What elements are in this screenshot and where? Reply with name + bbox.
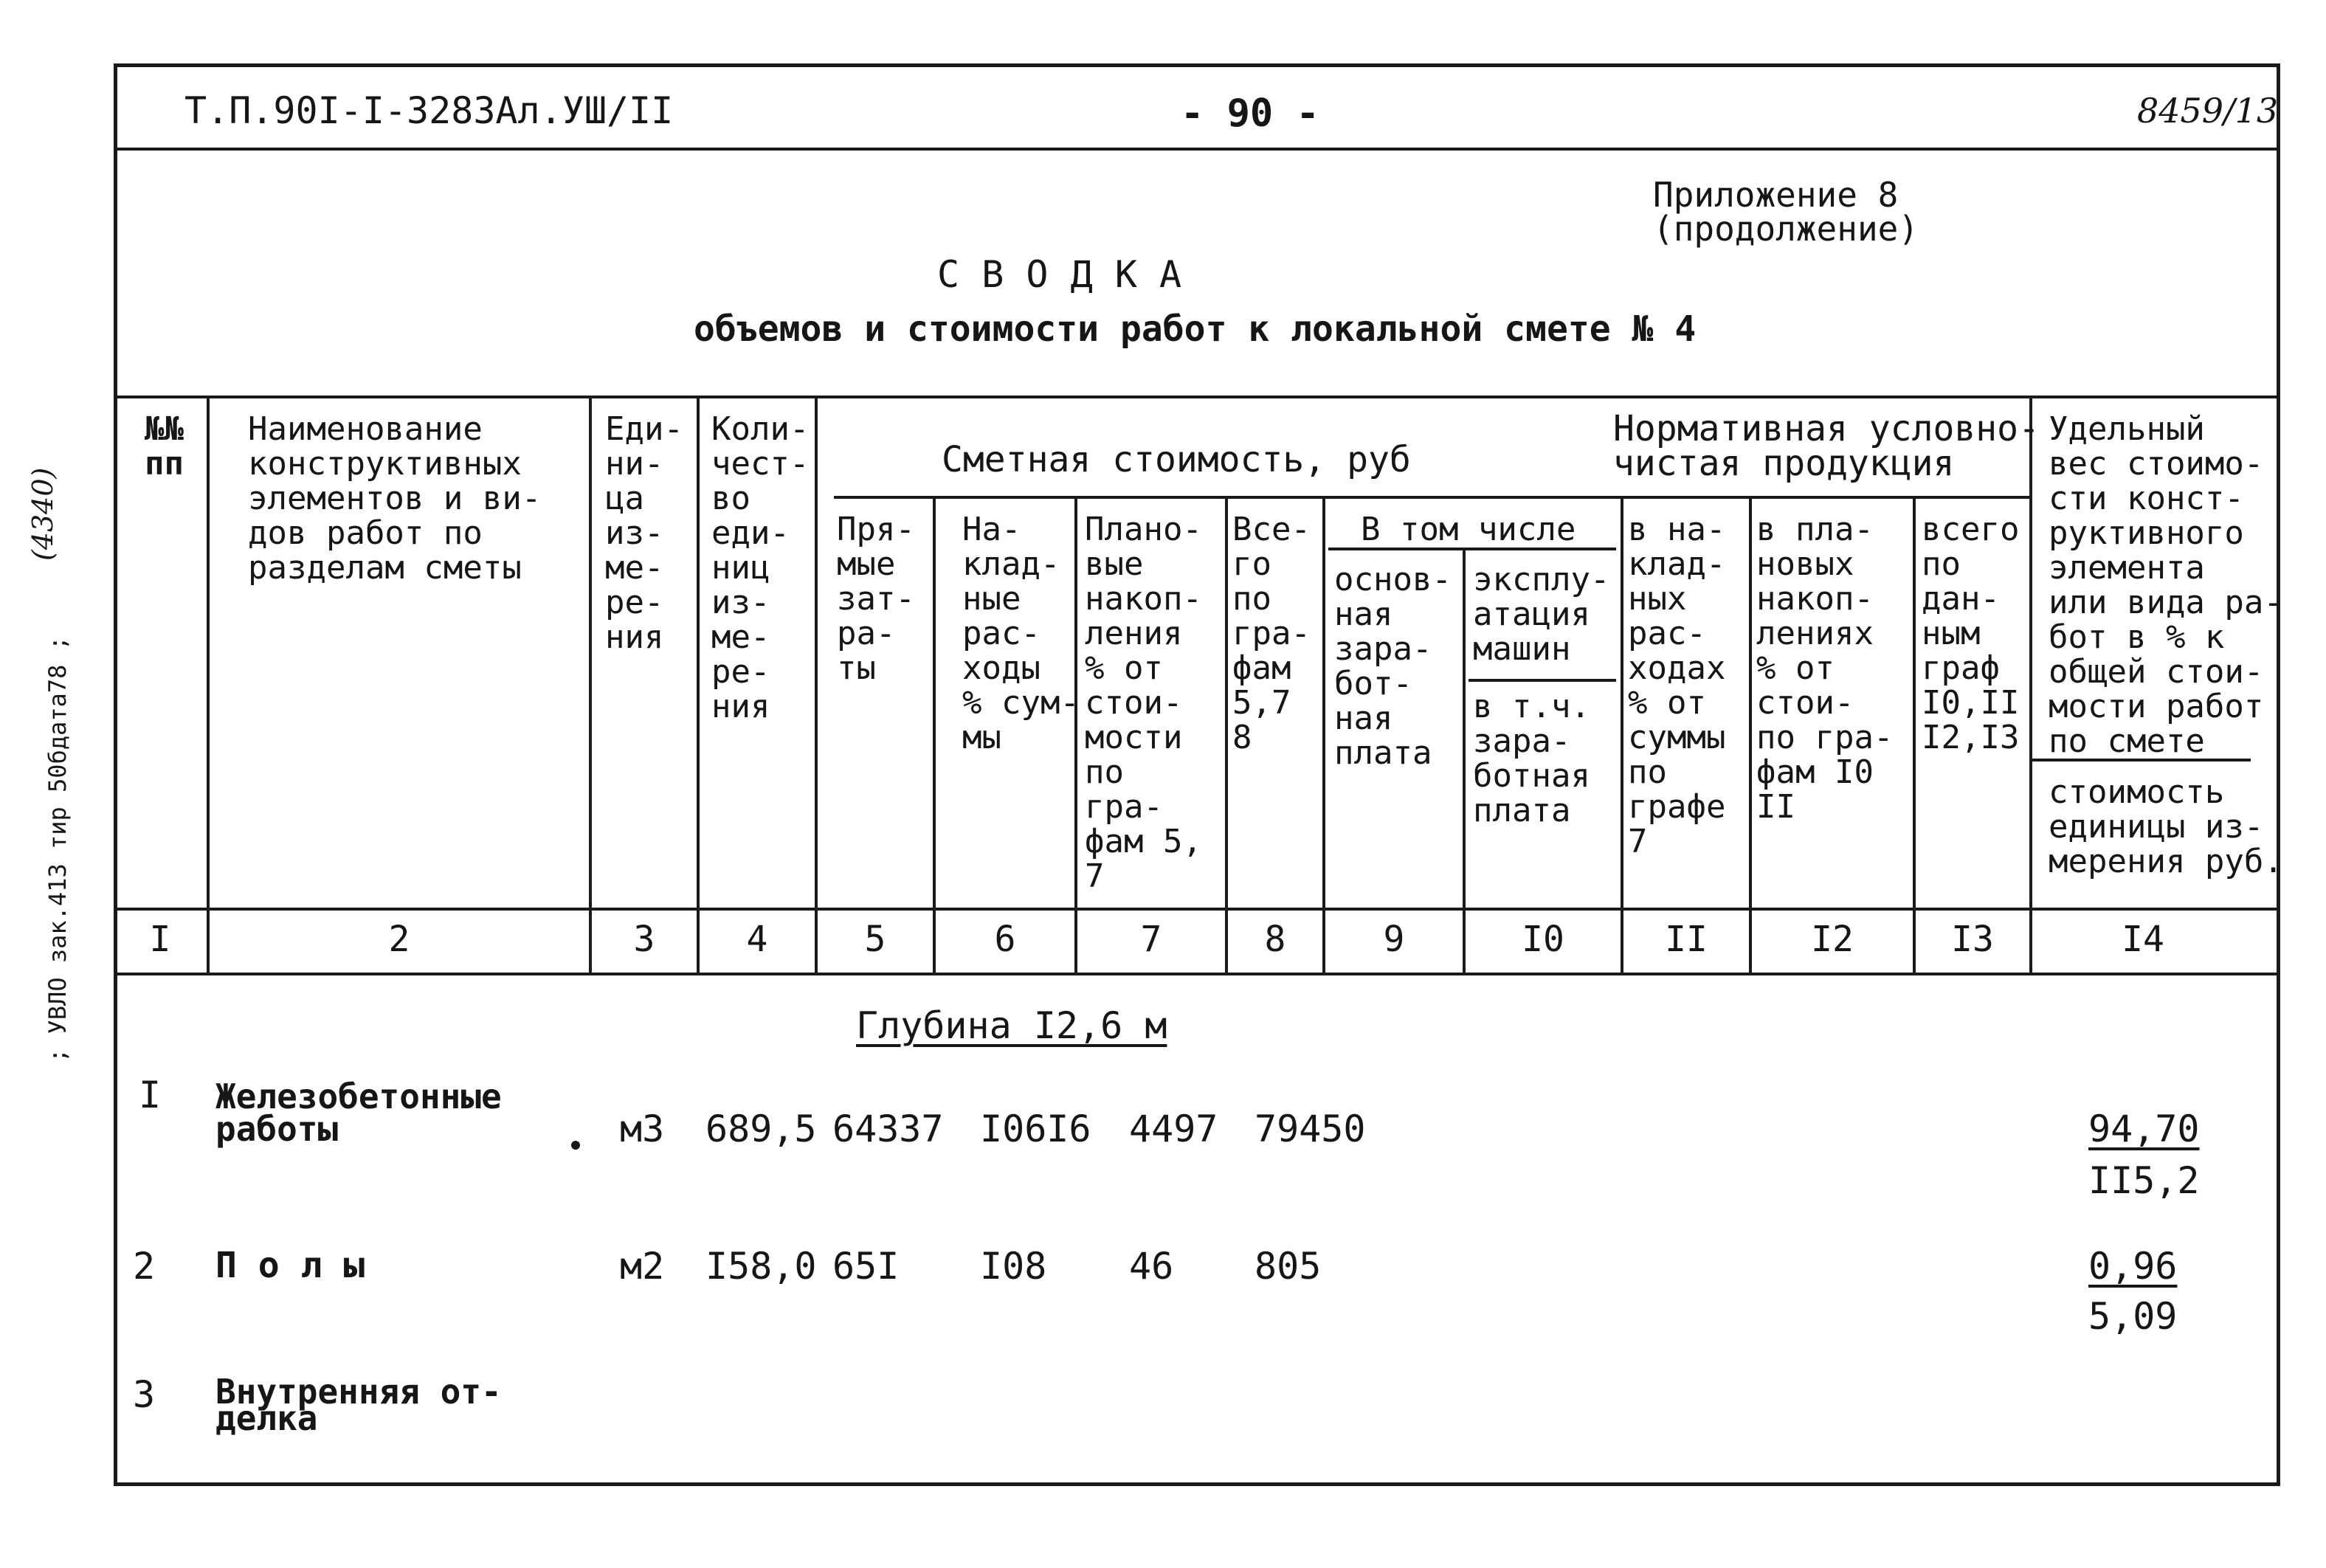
row2-weight: 0,96: [2088, 1245, 2178, 1288]
row1-name: Железобетонные работы: [215, 1077, 502, 1149]
th-unit-cost: стоимость единицы из- мерения руб.: [2049, 773, 2283, 880]
row2-planned: 46: [1129, 1245, 1174, 1288]
th-normative-overhead: в на- клад- ных рас- ходах % от суммы по графе 7: [1628, 511, 1726, 860]
th-machine-wages: в т.ч. зара- ботная плата: [1473, 688, 1590, 829]
row3-name: Внутренняя от- делка: [215, 1372, 502, 1438]
th-direct-costs: Пря- мые зат- ра- ты: [837, 511, 915, 687]
vline-10: [1621, 496, 1623, 973]
document-title: С В О Д К А: [937, 253, 1182, 296]
colno-5: 5: [864, 919, 886, 960]
header-rule: [114, 148, 2280, 151]
row2-name: П о л ы: [215, 1245, 365, 1286]
colno-11: II: [1665, 919, 1708, 960]
row1-leader-dot: [571, 1141, 580, 1150]
colno-1: I: [149, 919, 171, 960]
colno-4: 4: [746, 919, 768, 960]
table-top-rule: [114, 396, 2280, 398]
vline-5: [933, 496, 936, 973]
th-including-group: В том числе: [1361, 511, 1576, 548]
th-number: №№ пп: [145, 410, 184, 483]
col10-split-rule: [1469, 679, 1616, 682]
vline-1: [207, 396, 210, 973]
row3-number: 3: [133, 1373, 156, 1416]
colno-12: I2: [1811, 919, 1854, 960]
colno-2: 2: [388, 919, 410, 960]
th-element-name: Наименование конструктивных элементов и ви- дов работ по разделам сметы: [248, 410, 542, 587]
th-unit: Еди- ни- ца из- ме- ре- ния: [605, 410, 683, 656]
row1-weight: 94,70: [2088, 1108, 2200, 1150]
sheet-number: 8459/13: [2137, 91, 2279, 131]
row2-unit-cost: 5,09: [2088, 1295, 2178, 1338]
vline-4: [815, 396, 818, 973]
row1-overhead: I06I6: [980, 1108, 1091, 1150]
row1-total: 79450: [1255, 1108, 1366, 1150]
th-total: Все- го по гра- фам 5,7 8: [1232, 511, 1311, 756]
colno-8: 8: [1264, 919, 1286, 960]
row2-direct: 65I: [832, 1245, 900, 1288]
colno-10: I0: [1522, 919, 1564, 960]
section-title: Глубина I2,6 м: [856, 1004, 1167, 1047]
colno-14: I4: [2122, 919, 2164, 960]
vline-8: [1322, 496, 1325, 973]
th-cost-group: Сметная стоимость, руб: [942, 439, 1411, 480]
row1-direct: 64337: [832, 1108, 944, 1150]
th-normative-total: всего по дан- ным граф I0,II I2,I3: [1922, 511, 2020, 756]
vline-2: [589, 396, 592, 973]
th-machine-operation: эксплу- атация машин: [1473, 561, 1610, 668]
colno-3: 3: [633, 919, 655, 960]
th-planned-savings: Плано- вые накоп- ления % от стои- мости по гра- фам 5, 7: [1085, 511, 1202, 895]
row2-number: 2: [133, 1245, 156, 1288]
colno-9: 9: [1383, 919, 1405, 960]
appendix-continued: (продолжение): [1653, 209, 1919, 249]
vline-12: [1913, 496, 1916, 973]
th-normative-group: Нормативная условно- чистая продукция: [1613, 408, 2040, 484]
row2-total: 805: [1255, 1245, 1322, 1288]
binding-stamp-text: ; УВЛО зак.413 тир 50бдата78 ;: [44, 636, 72, 1063]
row1-quantity: 689,5: [705, 1108, 817, 1150]
colno-7: 7: [1140, 919, 1162, 960]
colno-6: 6: [994, 919, 1016, 960]
row1-unit: м3: [620, 1108, 665, 1150]
vline-3: [697, 396, 700, 973]
row2-unit: м2: [620, 1245, 665, 1288]
vline-9: [1463, 548, 1466, 973]
vline-13: [2029, 396, 2032, 973]
vline-11: [1749, 496, 1752, 973]
th-normative-planned: в пла- новых накоп- лениях % от стои- по гра- фам I0 II: [1756, 511, 1894, 826]
page-number: - 90 -: [1181, 91, 1319, 136]
th-quantity: Коли- чест- во еди- ниц из- ме- ре- ния: [711, 410, 810, 725]
appendix-label: Приложение 8: [1653, 175, 1899, 215]
th-overhead: На- клад- ные рас- ходы % сум- мы: [962, 511, 1080, 756]
cost-group-rule: [834, 496, 2029, 499]
header-bottom-rule: [114, 908, 2280, 911]
colno-13: I3: [1951, 919, 1994, 960]
th-specific-weight: Удельный вес стоимо- сти конст- руктивного элемента или вида ра- бот в % к общей стои- мости работ по смете: [2049, 410, 2283, 760]
row2-quantity: I58,0: [705, 1245, 817, 1288]
row2-overhead: I08: [980, 1245, 1047, 1288]
doc-code: Т.П.90I-I-3283Ал.УШ/II: [184, 89, 674, 132]
row1-planned: 4497: [1129, 1108, 1218, 1150]
vline-7: [1225, 496, 1228, 973]
th-base-wages: основ- ная зара- бот- ная плата: [1334, 561, 1452, 772]
row1-unit-cost: II5,2: [2088, 1159, 2200, 1202]
column-numbers-rule: [114, 973, 2280, 975]
binding-stamp-number-text: (4340): [27, 467, 59, 561]
row1-number: I: [139, 1074, 162, 1116]
document-subtitle: объемов и стоимости работ к локальной смете № 4: [694, 308, 1697, 350]
